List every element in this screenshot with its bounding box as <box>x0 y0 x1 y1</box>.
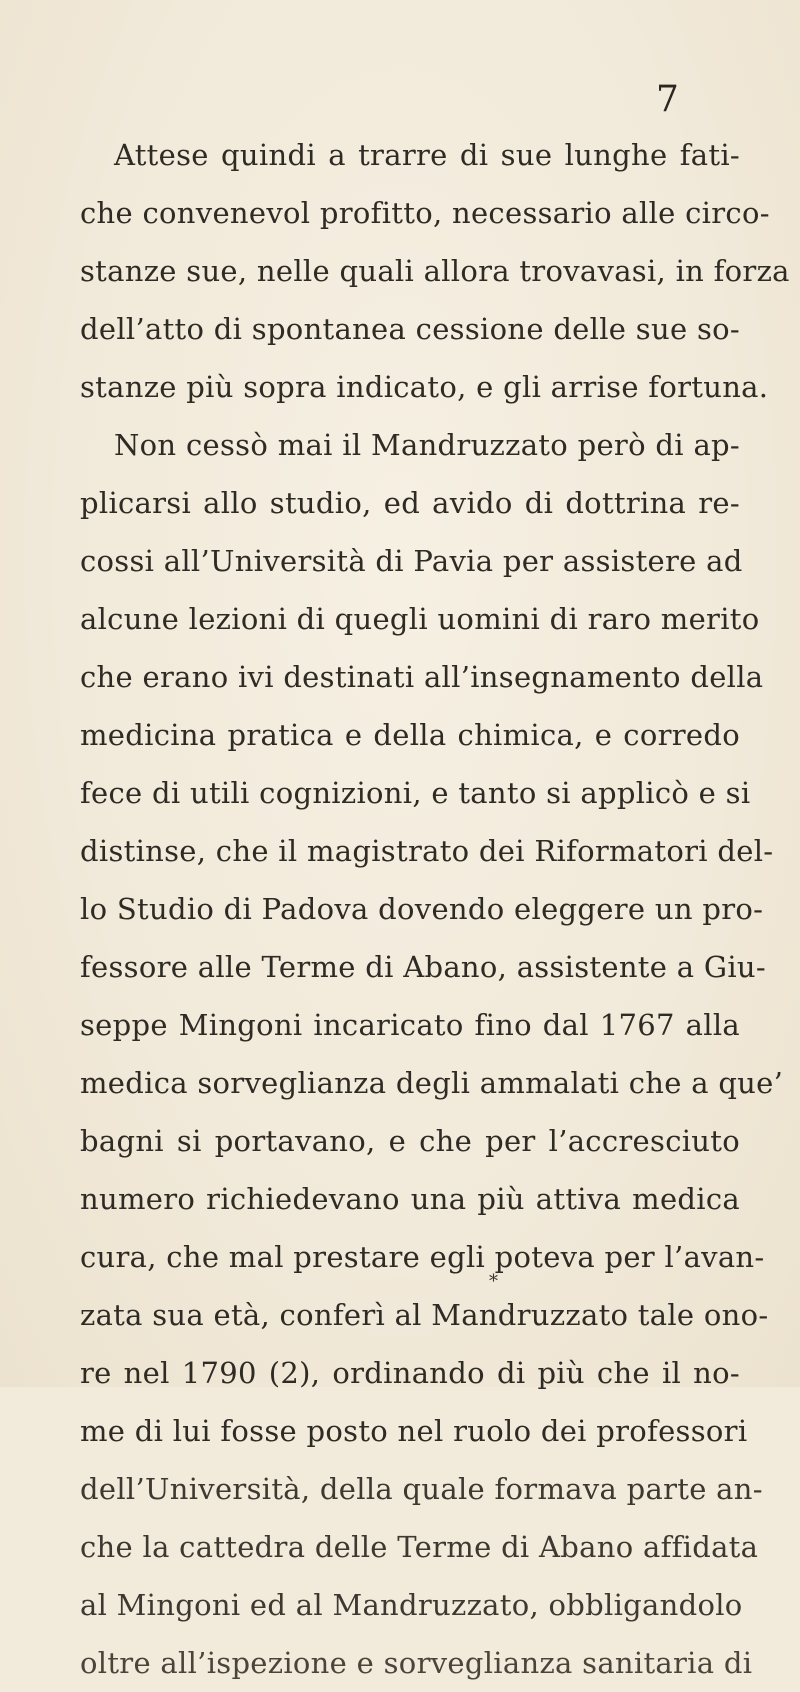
text-line: seppe Mingoni incaricato fino dal 1767 alla <box>80 1008 740 1042</box>
text-line: numero richiedevano una più attiva medica <box>80 1182 740 1216</box>
text-line: medicina pratica e della chimica, e corredo <box>80 718 740 752</box>
text-line: stanze sue, nelle quali allora trovavasi, in forza <box>80 254 790 288</box>
text-line: che la cattedra delle Terme di Abano affidata <box>80 1530 759 1564</box>
text-line: plicarsi allo studio, ed avido di dottrina re- <box>80 486 740 520</box>
text-line: lo Studio di Padova dovendo eleggere un pro- <box>80 892 764 926</box>
body-text <box>80 126 790 1692</box>
text-line: oltre all’ispezione e sorveglianza sanitaria di <box>80 1646 753 1680</box>
text-line: alcune lezioni di quegli uomini di raro merito <box>80 602 760 636</box>
text-line: che convenevol profitto, necessario alle circo- <box>80 196 770 230</box>
text-line: distinse, che il magistrato dei Riformatori del- <box>80 834 774 868</box>
text-line: al Mingoni ed al Mandruzzato, obbligandolo <box>80 1588 743 1622</box>
page-number: 7 <box>656 79 679 120</box>
text-line: re nel 1790 (2), ordinando di più che il no- <box>80 1356 740 1390</box>
signature-mark: * <box>489 1271 498 1292</box>
text-line: cossi all’Università di Pavia per assistere ad <box>80 544 743 578</box>
text-line: stanze più sopra indicato, e gli arrise fortuna. <box>80 370 769 404</box>
text-line: dell’Università, della quale formava parte an- <box>80 1472 763 1506</box>
text-line: fece di utili cognizioni, e tanto si applicò e si <box>80 776 751 810</box>
text-line: me di lui fosse posto nel ruolo dei professori <box>80 1414 748 1448</box>
text-line: bagni si portavano, e che per l’accresciuto <box>80 1124 740 1158</box>
text-line: fessore alle Terme di Abano, assistente a Giu- <box>80 950 766 984</box>
text-line: zata sua età, conferì al Mandruzzato tale ono- <box>80 1298 769 1332</box>
text-line: Attese quindi a trarre di sue lunghe fati- <box>114 138 740 172</box>
text-line: cura, che mal prestare egli poteva per l’avan- <box>80 1240 765 1274</box>
text-line: Non cessò mai il Mandruzzato però di ap- <box>114 428 740 462</box>
text-line: che erano ivi destinati all’insegnamento della <box>80 660 764 694</box>
text-line: medica sorveglianza degli ammalati che a que’ <box>80 1066 784 1100</box>
text-line: dell’atto di spontanea cessione delle sue so- <box>80 312 740 346</box>
